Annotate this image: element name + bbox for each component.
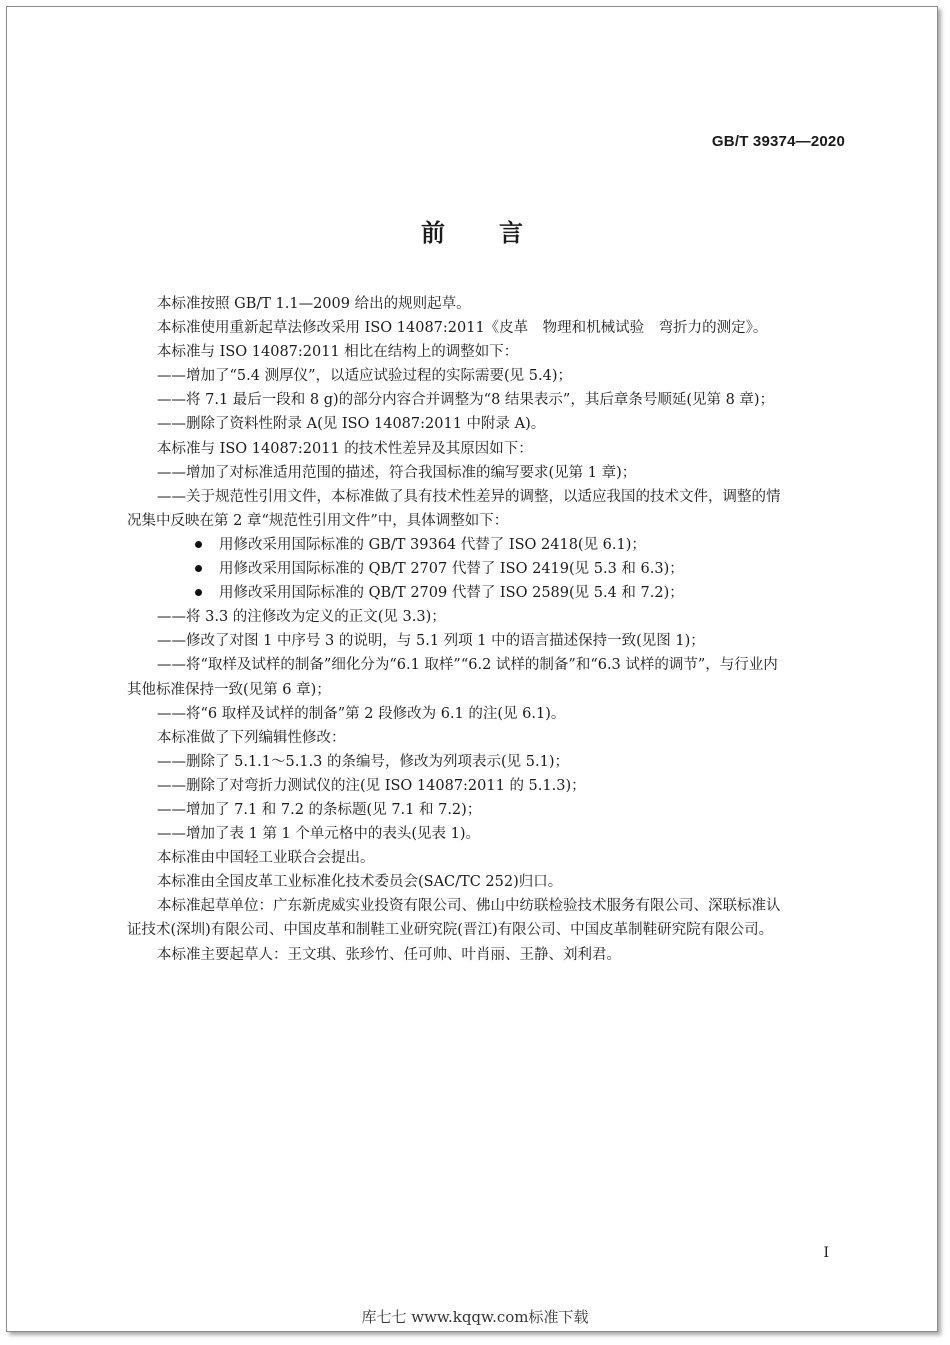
bullet-text: 用修改采用国际标准的 QB/T 2707 代替了 ISO 2419(见 5.3 和 6.3)； <box>219 561 684 578</box>
page-title: 前言 <box>421 219 577 247</box>
page-number: I <box>823 1245 829 1261</box>
bullet-icon <box>195 541 202 548</box>
list-item: ——增加了对标准适用范围的描述，符合我国标准的编写要求(见第 1 章)； <box>157 464 637 481</box>
paragraph: 本标准由全国皮革工业标准化技术委员会(SAC/TC 252)归口。 <box>157 874 563 891</box>
list-item: ——增加了“5.4 测厚仪”，以适应试验过程的实际需要(见 5.4)； <box>157 368 572 385</box>
bullet-text: 用修改采用国际标准的 GB/T 39364 代替了 ISO 2418(见 6.1)； <box>219 536 646 553</box>
paragraph: 本标准做了下列编辑性修改： <box>157 729 346 746</box>
bullet-item <box>127 557 859 581</box>
paragraph: 本标准起草单位：广东新虎威实业投资有限公司、佛山中纺联检验技术服务有限公司、深联标准认 <box>157 898 781 915</box>
paragraph: 本标准与 ISO 14087:2011 的技术性差异及其原因如下： <box>157 440 533 457</box>
list-item: ——将 7.1 最后一段和 8 g)的部分内容合并调整为“8 结果表示”，其后章条号顺延(见第 8 章)； <box>157 392 775 409</box>
list-item: ——删除了对弯折力测试仪的注(见 ISO 14087:2011 的 5.1.3)； <box>157 777 586 794</box>
bullet-icon <box>195 589 202 596</box>
paragraph: 本标准按照 GB/T 1.1—2009 给出的规则起草。 <box>157 296 471 312</box>
paragraph: 本标准由中国轻工业联合会提出。 <box>157 850 375 867</box>
bullet-icon <box>195 565 202 572</box>
footer-watermark: 库七七 www.kqqw.com标准下载 <box>361 1308 589 1326</box>
bullet-text: 用修改采用国际标准的 QB/T 2709 代替了 ISO 2589(见 5.4 和 7.2)； <box>219 585 684 602</box>
list-item: ——关于规范性引用文件，本标准做了具有技术性差异的调整，以适应我国的技术文件，调整的情 <box>157 488 781 505</box>
list-item: ——将“取样及试样的制备”细化分为“6.1 取样”“6.2 试样的制备”和“6.3 试样的调节”，与行业内 <box>157 657 778 674</box>
paragraph-continuation: 证技术(深圳)有限公司、中国皮革和制鞋工业研究院(晋江)有限公司、中国皮革制鞋研究院有限公司。 <box>127 922 774 939</box>
list-item: ——将“6 取样及试样的制备”第 2 段修改为 6.1 的注(见 6.1)。 <box>157 705 566 722</box>
list-item: ——将 3.3 的注修改为定义的正文(见 3.3)； <box>157 609 446 626</box>
bullet-item <box>127 581 859 605</box>
list-item: ——删除了资料性附录 A(见 ISO 14087:2011 中附录 A)。 <box>157 416 546 433</box>
list-item-continuation: 其他标准保持一致(见第 6 章)； <box>127 681 331 698</box>
list-item: ——增加了表 1 第 1 个单元格中的表头(见表 1)。 <box>157 826 481 843</box>
list-item: ——增加了 7.1 和 7.2 的条标题(见 7.1 和 7.2)； <box>157 801 482 818</box>
list-item-continuation: 况集中反映在第 2 章“规范性引用文件”中，具体调整如下： <box>127 512 509 529</box>
paragraph: 本标准使用重新起草法修改采用 ISO 14087:2011《皮革 物理和机械试验 弯折力的测定》。 <box>157 320 768 337</box>
standard-code: GB/T 39374—2020 <box>711 133 845 150</box>
document-page <box>6 6 938 1332</box>
bullet-item <box>127 533 859 557</box>
paragraph: 本标准主要起草人：王文琪、张珍竹、任可帅、叶肖丽、王静、刘利君。 <box>157 946 621 963</box>
paragraph: 本标准与 ISO 14087:2011 相比在结构上的调整如下： <box>157 344 519 361</box>
list-item: ——修改了对图 1 中序号 3 的说明，与 5.1 列项 1 中的语言描述保持一致(见图 1)； <box>157 633 705 650</box>
foreword-body <box>127 292 859 967</box>
list-item: ——删除了 5.1.1～5.1.3 的条编号，修改为列项表示(见 5.1)； <box>157 753 569 770</box>
